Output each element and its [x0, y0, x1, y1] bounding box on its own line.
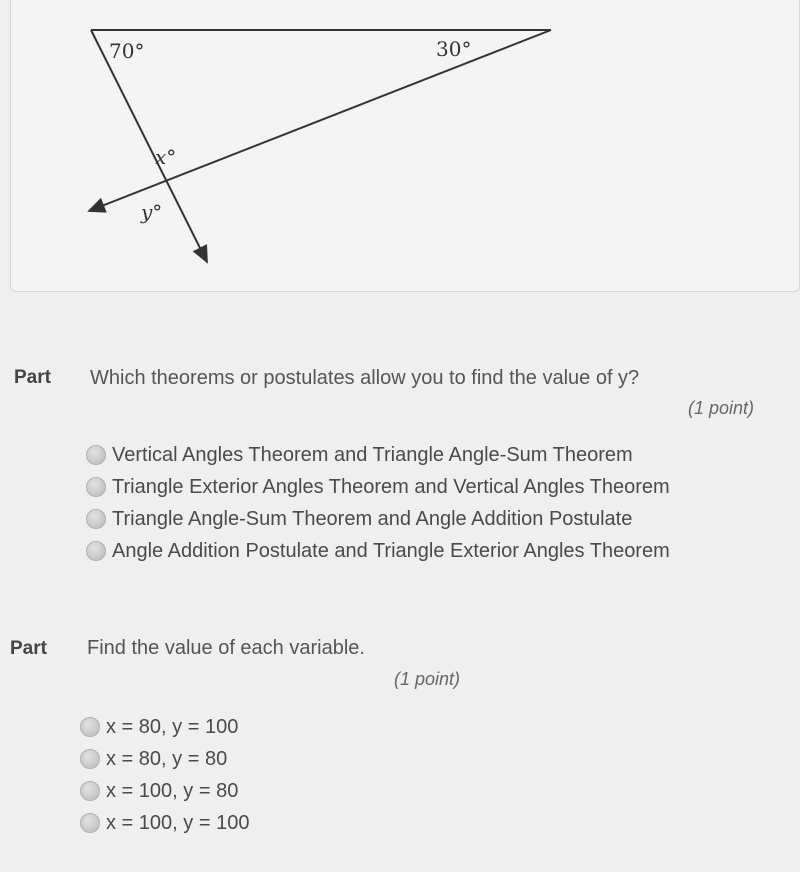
part1-option-2[interactable] — [86, 471, 670, 503]
option-label: x = 100, y = 80 — [106, 779, 239, 802]
angle-30-label: 30° — [436, 37, 472, 61]
radio-button[interactable] — [86, 541, 106, 561]
part1-points: (1 point) — [688, 398, 755, 418]
part1-question: Which theorems or postulates allow you to find the value of y? — [90, 367, 640, 389]
part1-label: Part — [14, 367, 51, 388]
radio-button[interactable] — [86, 509, 106, 529]
radio-button[interactable] — [80, 717, 100, 737]
radio-button[interactable] — [86, 445, 106, 465]
part2-points: (1 point) — [394, 669, 461, 689]
part2-option-4[interactable] — [80, 807, 249, 839]
left-side-ray — [91, 30, 207, 262]
option-label: Vertical Angles Theorem and Triangle Angle-Sum Theorem — [112, 443, 633, 466]
part1-options — [86, 439, 670, 567]
figure-card — [10, 0, 800, 292]
part2-option-1[interactable] — [80, 711, 249, 743]
option-label: x = 80, y = 80 — [106, 747, 228, 770]
part2-label: Part — [10, 638, 47, 659]
part2-question: Find the value of each variable. — [87, 637, 365, 659]
part2-option-2[interactable] — [80, 743, 249, 775]
part2-options — [80, 711, 249, 839]
angle-y-label: y° — [141, 200, 163, 224]
part1-option-4[interactable] — [86, 535, 670, 567]
option-label: Angle Addition Postulate and Triangle Exterior Angles Theorem — [112, 539, 670, 562]
part1-option-1[interactable] — [86, 439, 670, 471]
angle-x-label: x° — [155, 145, 177, 169]
radio-button[interactable] — [80, 749, 100, 769]
radio-button[interactable] — [80, 781, 100, 801]
part1-option-3[interactable] — [86, 503, 670, 535]
triangle-diagram — [11, 0, 800, 292]
option-label: Triangle Angle-Sum Theorem and Angle Addition Postulate — [112, 507, 633, 530]
part2-option-3[interactable] — [80, 775, 249, 807]
option-label: x = 80, y = 100 — [106, 715, 239, 738]
hypotenuse-ray — [89, 30, 551, 211]
radio-button[interactable] — [80, 813, 100, 833]
angle-70-label: 70° — [109, 39, 145, 63]
option-label: x = 100, y = 100 — [106, 811, 250, 834]
radio-button[interactable] — [86, 477, 106, 497]
option-label: Triangle Exterior Angles Theorem and Vertical Angles Theorem — [112, 475, 670, 498]
